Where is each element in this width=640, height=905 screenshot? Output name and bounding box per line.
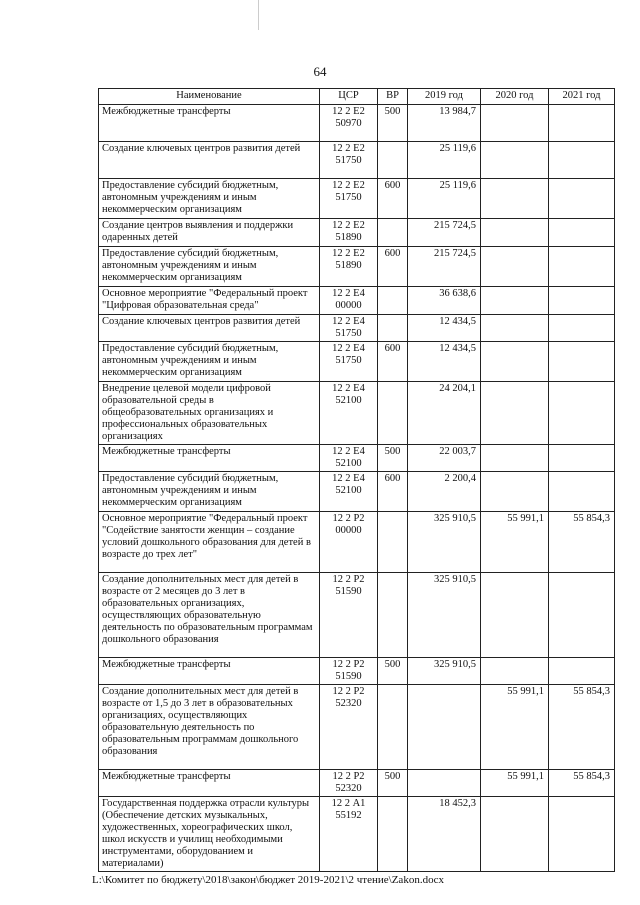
row-vr-cell: 500: [378, 658, 408, 685]
row-2019-cell: 325 910,5: [408, 658, 481, 685]
row-csr-cell: 12 2 А1 55192: [320, 797, 378, 872]
row-2020-cell: [481, 105, 549, 142]
row-vr-cell: 600: [378, 179, 408, 219]
table-row: [99, 658, 615, 685]
row-name-cell: Предоставление субсидий бюджетным, автономным учреждениям и иным некоммерческим организациям: [99, 179, 320, 219]
row-name-cell: Создание дополнительных мест для детей в возрасте от 1,5 до 3 лет в образовательных организациях, осуществляющих образовательную деятельность по образовательным программам дошкольного образования: [99, 685, 320, 770]
row-2019-cell: 22 003,7: [408, 445, 481, 472]
row-2021-cell: [549, 219, 615, 247]
row-2019-cell: 24 204,1: [408, 382, 481, 445]
row-2020-cell: [481, 247, 549, 287]
table-row: [99, 573, 615, 658]
row-name-cell: Межбюджетные трансферты: [99, 105, 320, 142]
row-vr-cell: 500: [378, 445, 408, 472]
row-csr-cell: 12 2 Е2 51890: [320, 247, 378, 287]
row-csr-cell: 12 2 Е4 00000: [320, 287, 378, 315]
row-2021-cell: [549, 445, 615, 472]
row-2021-cell: [549, 142, 615, 179]
row-2021-cell: [549, 342, 615, 382]
row-vr-cell: [378, 797, 408, 872]
row-csr-cell: 12 2 Е2 50970: [320, 105, 378, 142]
row-vr-cell: 500: [378, 105, 408, 142]
header-2021: 2021 год: [549, 89, 615, 105]
row-2021-cell: [549, 287, 615, 315]
row-csr-cell: 12 2 Е4 51750: [320, 315, 378, 342]
row-vr-cell: [378, 315, 408, 342]
row-2021-cell: 55 854,3: [549, 685, 615, 770]
row-2021-cell: [549, 573, 615, 658]
row-2020-cell: 55 991,1: [481, 685, 549, 770]
page-number: 64: [313, 64, 327, 79]
row-vr-cell: 600: [378, 247, 408, 287]
row-2020-cell: [481, 142, 549, 179]
row-2019-cell: 18 452,3: [408, 797, 481, 872]
row-2019-cell: 12 434,5: [408, 342, 481, 382]
row-2021-cell: [549, 315, 615, 342]
row-csr-cell: 12 2 Е2 51890: [320, 219, 378, 247]
row-name-cell: Создание центров выявления и поддержки одаренных детей: [99, 219, 320, 247]
row-name-cell: Создание ключевых центров развития детей: [99, 142, 320, 179]
row-2019-cell: 325 910,5: [408, 512, 481, 573]
row-vr-cell: [378, 142, 408, 179]
row-2020-cell: [481, 287, 549, 315]
row-vr-cell: 500: [378, 770, 408, 797]
scan-edge-mark: [258, 0, 259, 30]
table-row: [99, 382, 615, 445]
row-2020-cell: 55 991,1: [481, 512, 549, 573]
row-2020-cell: [481, 342, 549, 382]
row-vr-cell: [378, 382, 408, 445]
row-name-cell: Межбюджетные трансферты: [99, 770, 320, 797]
table-row: [99, 287, 615, 315]
row-2021-cell: [549, 472, 615, 512]
row-2021-cell: 55 854,3: [549, 770, 615, 797]
budget-table: [98, 88, 615, 872]
row-name-cell: Межбюджетные трансферты: [99, 658, 320, 685]
row-vr-cell: [378, 512, 408, 573]
table-row: [99, 472, 615, 512]
row-csr-cell: 12 2 Е2 51750: [320, 179, 378, 219]
header-2020: 2020 год: [481, 89, 549, 105]
row-name-cell: Межбюджетные трансферты: [99, 445, 320, 472]
footer-file-path: L:\Комитет по бюджету\2018\закон\бюджет 2019-2021\2 чтение\Zakon.docx: [92, 874, 444, 886]
row-2021-cell: [549, 179, 615, 219]
row-2020-cell: [481, 445, 549, 472]
row-2019-cell: 215 724,5: [408, 219, 481, 247]
row-name-cell: Основное мероприятие "Федеральный проект "Содействие занятости женщин – создание условий дошкольного образования для детей в возрасте до трех лет": [99, 512, 320, 573]
row-2019-cell: 12 434,5: [408, 315, 481, 342]
table-row: [99, 342, 615, 382]
row-name-cell: Предоставление субсидий бюджетным, автономным учреждениям и иным некоммерческим организациям: [99, 472, 320, 512]
row-csr-cell: 12 2 Е4 52100: [320, 472, 378, 512]
row-name-cell: Предоставление субсидий бюджетным, автономным учреждениям и иным некоммерческим организациям: [99, 342, 320, 382]
header-name: Наименование: [99, 89, 320, 105]
row-csr-cell: 12 2 Р2 52320: [320, 685, 378, 770]
table-row: [99, 797, 615, 872]
row-2019-cell: [408, 685, 481, 770]
row-2020-cell: [481, 219, 549, 247]
row-2019-cell: 25 119,6: [408, 142, 481, 179]
table-row: [99, 219, 615, 247]
row-2021-cell: [549, 105, 615, 142]
row-name-cell: Создание дополнительных мест для детей в возрасте от 2 месяцев до 3 лет в образовательных организациях, осуществляющих образовательную деятельность по образовательным программам дошкольного образования: [99, 573, 320, 658]
row-csr-cell: 12 2 Р2 00000: [320, 512, 378, 573]
row-2019-cell: 25 119,6: [408, 179, 481, 219]
row-vr-cell: [378, 685, 408, 770]
row-vr-cell: [378, 287, 408, 315]
header-2019: 2019 год: [408, 89, 481, 105]
table-row: [99, 445, 615, 472]
row-name-cell: Создание ключевых центров развития детей: [99, 315, 320, 342]
table-row: [99, 105, 615, 142]
row-csr-cell: 12 2 Р2 52320: [320, 770, 378, 797]
row-2021-cell: [549, 658, 615, 685]
row-2019-cell: 215 724,5: [408, 247, 481, 287]
table-row: [99, 770, 615, 797]
row-2020-cell: [481, 658, 549, 685]
row-2021-cell: 55 854,3: [549, 512, 615, 573]
table-row: [99, 512, 615, 573]
row-vr-cell: 600: [378, 472, 408, 512]
table-row: [99, 179, 615, 219]
row-csr-cell: 12 2 Е4 52100: [320, 445, 378, 472]
table-row: [99, 247, 615, 287]
row-2020-cell: [481, 382, 549, 445]
row-csr-cell: 12 2 Е2 51750: [320, 142, 378, 179]
header-vr: ВР: [378, 89, 408, 105]
table-row: [99, 315, 615, 342]
row-2020-cell: [481, 315, 549, 342]
row-name-cell: Предоставление субсидий бюджетным, автономным учреждениям и иным некоммерческим организациям: [99, 247, 320, 287]
row-name-cell: Государственная поддержка отрасли культуры (Обеспечение детских музыкальных, художественных, хореографических школ, школ искусств и училищ необходимыми инструментами, оборудованием и материалами): [99, 797, 320, 872]
row-name-cell: Внедрение целевой модели цифровой образовательной среды в общеобразовательных организациях и профессиональных образовательных организациях: [99, 382, 320, 445]
row-vr-cell: 600: [378, 342, 408, 382]
row-csr-cell: 12 2 Р2 51590: [320, 658, 378, 685]
row-2019-cell: [408, 770, 481, 797]
row-2020-cell: [481, 179, 549, 219]
table-header-row: [99, 89, 615, 105]
row-vr-cell: [378, 573, 408, 658]
row-2019-cell: 325 910,5: [408, 573, 481, 658]
row-2020-cell: [481, 472, 549, 512]
row-csr-cell: 12 2 Е4 51750: [320, 342, 378, 382]
row-2019-cell: 13 984,7: [408, 105, 481, 142]
row-2021-cell: [549, 797, 615, 872]
row-2020-cell: [481, 797, 549, 872]
row-2020-cell: [481, 573, 549, 658]
row-vr-cell: [378, 219, 408, 247]
row-2021-cell: [549, 382, 615, 445]
row-name-cell: Основное мероприятие "Федеральный проект "Цифровая образовательная среда": [99, 287, 320, 315]
row-2019-cell: 2 200,4: [408, 472, 481, 512]
row-2021-cell: [549, 247, 615, 287]
row-2020-cell: 55 991,1: [481, 770, 549, 797]
row-csr-cell: 12 2 Е4 52100: [320, 382, 378, 445]
header-csr: ЦСР: [320, 89, 378, 105]
table-row: [99, 685, 615, 770]
row-csr-cell: 12 2 Р2 51590: [320, 573, 378, 658]
row-2019-cell: 36 638,6: [408, 287, 481, 315]
table-row: [99, 142, 615, 179]
